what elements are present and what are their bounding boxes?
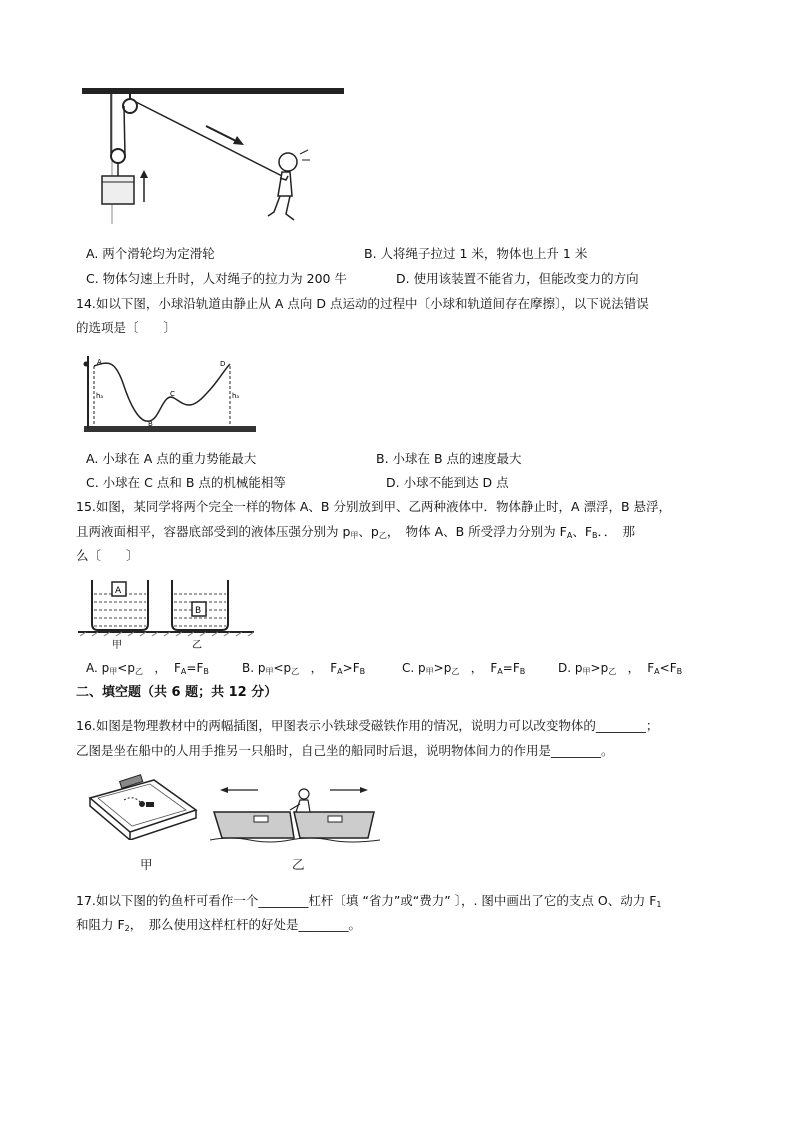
label-b: B (148, 420, 153, 428)
q13-option-c: C. 物体匀速上升时，人对绳子的拉力为 200 牛 (86, 271, 347, 286)
q15-option-c: C. $p_甲>p_乙$ ， $F_A=F_B$ (402, 661, 526, 676)
containers-figure (78, 576, 254, 652)
section-title: 二、填空题（共 6 题；共 12 分） (76, 685, 278, 700)
label-d: D (220, 360, 226, 368)
q13-option-b: B. 人将绳子拉过 1 米，物体也上升 1 米 (364, 246, 588, 261)
boats-figure (210, 776, 380, 844)
pulley-figure (78, 84, 348, 234)
label-a: A (97, 358, 102, 366)
label-hd: hₐ (232, 392, 240, 400)
q16-line1: 16.如图是物理教材中的两幅插图，甲图表示小铁球受磁铁作用的情况，说明力可以改变物体的________； (76, 718, 659, 733)
caption-jia: 甲 (140, 857, 153, 872)
q13-option-d: D. 使用该装置不能省力，但能改变力的方向 (396, 271, 639, 286)
q17-line1: 17.如以下图的钓鱼杆可看作一个________杠杆〔填 “省力”或“费力” 〕，. 图中画出了它的支点 O、动力 $F_1$ (76, 893, 662, 909)
container-jia-label: 甲 (112, 640, 122, 651)
q15-option-b: B. $p_甲<p_乙$ ， $F_A>F_B$ (242, 661, 366, 676)
q15-option-a: A. $p_甲<p_乙$ ， $F_A=F_B$ (86, 661, 209, 676)
q15-stem-line3: 么〔 〕 (76, 548, 139, 563)
q14-stem-line2: 的选项是〔 〕 (76, 320, 177, 335)
q15-stem-line1: 15.如图，某同学将两个完全一样的物体 A、B 分别放到甲、乙两种液体中．物体静止时，A 漂浮，B 悬浮， (76, 499, 672, 514)
q15-option-d: D. $p_甲>p_乙$ ， $F_A<F_B$ (558, 661, 683, 676)
q15-stem-line2: 且两液面相平，容器底部受到的液体压强分别为 $p_甲$、$p_乙$， 物体 A、B 所受浮力分别为 $F_A$、$F_B$．． 那 (76, 524, 636, 540)
q13-option-a: A. 两个滑轮均为定滑轮 (86, 246, 215, 261)
label-c: C (170, 390, 175, 398)
track-figure (80, 352, 260, 438)
box-a-label: A (115, 586, 122, 596)
box-b-label: B (195, 606, 202, 616)
magnet-figure (84, 770, 200, 840)
q14-stem-line1: 14.如以下图，小球沿轨道由静止从 A 点向 D 点运动的过程中〔小球和轨道间存在摩擦〕，以下说法错误 (76, 296, 649, 311)
container-yi-label: 乙 (192, 640, 202, 651)
caption-yi: 乙 (292, 857, 305, 872)
q17-line2: 和阻力 $F_2$， 那么使用这样杠杆的好处是________。 (76, 917, 362, 933)
label-ha: hₐ (96, 392, 104, 400)
q14-option-a: A. 小球在 A 点的重力势能最大 (86, 451, 257, 466)
q14-option-d: D. 小球不能到达 D 点 (386, 475, 509, 490)
q14-option-c: C. 小球在 C 点和 B 点的机械能相等 (86, 475, 286, 490)
q14-option-b: B. 小球在 B 点的速度最大 (376, 451, 522, 466)
q16-line2: 乙图是坐在船中的人用手推另一只船时，自己坐的船同时后退，说明物体间力的作用是________。 (76, 743, 614, 758)
